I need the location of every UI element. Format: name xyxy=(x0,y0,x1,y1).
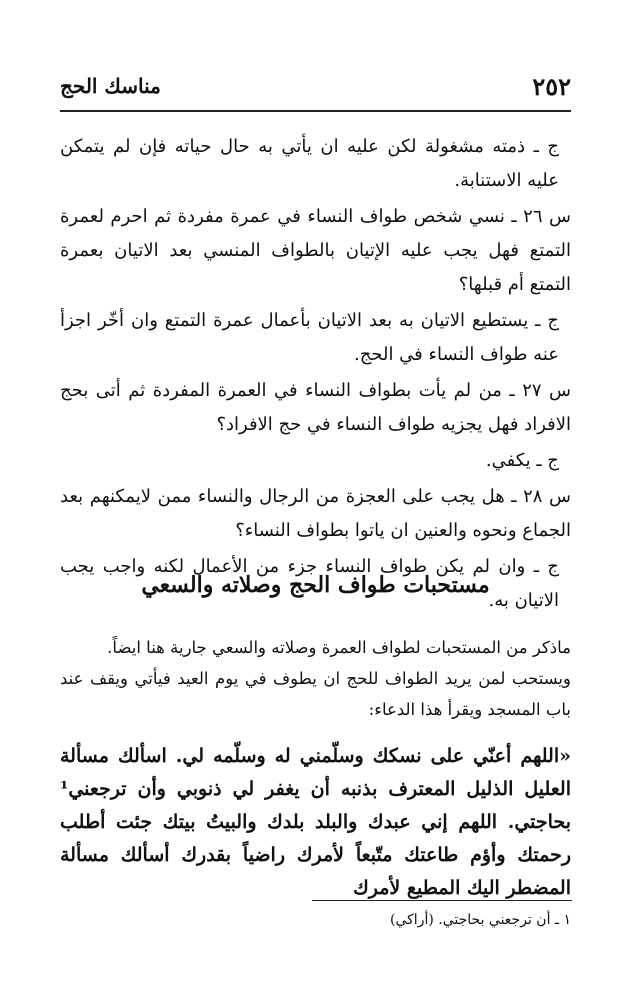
question-26: س ٢٦ ـ نسي شخص طواف النساء في عمرة مفردة ثم احرم لعمرة التمتع فهل يجب عليه الإتيان بالطواف المنسي بعد الاتيان بعمرة التمتع أم قبلها؟ xyxy=(60,206,571,295)
footnote-divider xyxy=(312,900,572,901)
prayer-paragraph: «اللهم أعنّي على نسكك وسلّمني له وسلّمه لي. اسألك مسألة العليل الذليل المعترف بذنبه أن يغفر لي ذنوبي وأن ترجعني¹ بحاجتي. اللهم إني عبدك والبلد بلدك والبيتُ بيتك جئت أطلب رحمتك وأؤم طاعتك متّبعاً لأمرك راضياً بقدرك أسألك مسألة المضطر اليك المطيع لأمرك xyxy=(60,745,571,899)
question-28: س ٢٨ ـ هل يجب على العجزة من الرجال والنساء ممن لايمكنهم بعد الجماع ونحوه والعنين ان ياتوا بطواف النساء؟ xyxy=(60,486,571,541)
answer-27: ج ـ يكفي. xyxy=(485,450,559,471)
prayer-text xyxy=(60,740,571,905)
answer-25: ج ـ ذمته مشغولة لكن عليه ان يأتي به حال حياته فإن لم يتمكن عليه الاستنابة. xyxy=(60,136,559,191)
body-text xyxy=(60,632,571,725)
footnote: ١ ـ أن ترجعني بحاجتي. (أراكي) xyxy=(390,912,571,928)
answer-28: ج ـ وان لم يكن طواف النساء جزء من الأعمال لكنه واجب يجب الاتيان به. xyxy=(60,556,559,611)
body-paragraph-2: ويستحب لمن يريد الطواف للحج ان يطوف في يوم العيد فيأتي ويقف عند باب المسجد ويقرأ هذا الدعاء: xyxy=(60,669,571,719)
question-27: س ٢٧ ـ من لم يأت بطواف النساء في العمرة المفردة ثم أتى بحج الافراد فهل يجزيه طواف النساء في حج الافراد؟ xyxy=(60,380,571,435)
page-number: ٢٥٢ xyxy=(532,72,571,101)
running-title: مناسك الحج xyxy=(60,74,161,98)
page-header xyxy=(60,70,571,112)
qa-section xyxy=(60,130,571,620)
answer-26: ج ـ يستطيع الاتيان به بعد الاتيان بأعمال عمرة التمتع وان أخّر اجزأ عنه طواف النساء في الحج. xyxy=(60,310,559,365)
body-paragraph-1: ماذكر من المستحبات لطواف العمرة وصلاته والسعي جارية هنا ايضاً. xyxy=(107,638,571,657)
section-heading: مستحبات طواف الحج وصلاته والسعي xyxy=(141,572,490,598)
